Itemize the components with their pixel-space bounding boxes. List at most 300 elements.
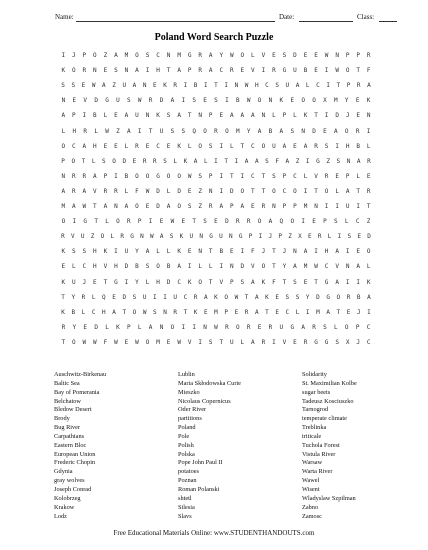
grid-letter: R (244, 308, 249, 316)
grid-letter: G (187, 52, 192, 59)
grid-letter: N (208, 187, 213, 195)
grid-letter: Q (279, 218, 284, 226)
grid-letter: N (335, 52, 339, 59)
grid-letter: E (187, 248, 192, 256)
grid-letter: E (132, 157, 137, 165)
word-list-item: triticale (302, 432, 322, 440)
grid-letter: U (285, 82, 290, 90)
grid-letter: B (124, 172, 129, 180)
grid-letter: O (272, 187, 276, 195)
grid-letter: G (209, 233, 213, 241)
grid-letter: P (224, 308, 228, 316)
grid-letter: B (71, 308, 76, 316)
grid-letter: K (183, 157, 188, 165)
grid-letter: L (124, 142, 129, 150)
grid-letter: S (198, 172, 202, 180)
grid-letter: O (156, 263, 160, 271)
grid-letter: W (335, 67, 339, 75)
grid-letter: A (367, 82, 371, 90)
grid-letter: I (181, 97, 186, 105)
word-list-item: Polish (178, 441, 194, 449)
grid-letter: J (356, 308, 361, 316)
grid-letter: S (285, 293, 290, 301)
grid-letter: T (81, 157, 86, 165)
grid-letter: A (170, 97, 175, 105)
grid-letter: D (293, 52, 297, 59)
student-info-header (0, 13, 428, 27)
grid-letter: J (261, 248, 266, 256)
grid-letter: T (272, 248, 276, 256)
grid-letter: T (192, 218, 196, 226)
grid-letter: S (265, 157, 269, 165)
word-list-item: Roman Polanski (178, 485, 220, 493)
grid-letter: W (214, 323, 218, 331)
grid-letter: R (366, 52, 371, 59)
grid-letter: Z (198, 187, 202, 195)
grid-letter: J (345, 112, 350, 120)
grid-letter: W (177, 338, 181, 346)
grid-letter: A (166, 203, 171, 210)
grid-letter: S (145, 52, 150, 59)
grid-letter: L (94, 127, 98, 135)
grid-letter: P (61, 157, 65, 165)
grid-row (58, 309, 374, 321)
grid-letter: P (355, 323, 360, 331)
grid-row (58, 52, 374, 64)
grid-letter: P (293, 203, 297, 210)
grid-letter: F (103, 338, 108, 346)
word-list-item: Silesia (178, 503, 195, 511)
grid-letter: E (214, 218, 218, 226)
grid-row (58, 263, 374, 275)
grid-letter: O (301, 97, 305, 105)
grid-letter: R (214, 127, 218, 135)
grid-letter: R (366, 187, 371, 195)
grid-row (58, 218, 374, 230)
grid-letter: R (303, 338, 308, 346)
grid-letter: V (335, 263, 339, 271)
grid-letter: S (82, 248, 87, 256)
grid-letter: A (159, 233, 164, 241)
grid-letter: Y (282, 263, 287, 271)
grid-letter: I (163, 293, 167, 301)
word-list-item: Tadeusz Kosciuszko (302, 397, 354, 405)
grid-letter: R (208, 203, 213, 210)
grid-letter: J (356, 338, 360, 346)
grid-letter: A (334, 127, 338, 135)
grid-letter: T (148, 127, 153, 135)
word-list-item: partitions (178, 415, 202, 423)
grid-letter: I (124, 278, 129, 286)
grid-letter: T (336, 308, 341, 316)
grid-letter: Y (219, 52, 224, 59)
grid-letter: S (169, 233, 174, 241)
grid-letter: K (177, 248, 181, 256)
grid-letter: M (156, 338, 160, 346)
grid-letter: P (323, 218, 327, 226)
grid-letter: C (91, 308, 96, 316)
grid-letter: A (82, 142, 87, 150)
grid-letter: D (94, 323, 98, 331)
grid-letter: Z (326, 157, 330, 165)
grid-letter: R (261, 338, 266, 346)
grid-row (58, 188, 374, 200)
grid-letter: A (240, 112, 245, 120)
grid-letter: I (345, 278, 350, 286)
word-list-item: Tuchola Forest (302, 441, 340, 449)
grid-letter: I (301, 218, 305, 226)
grid-letter: E (114, 112, 118, 120)
grid-letter: L (166, 187, 171, 195)
grid-letter: A (279, 127, 284, 135)
grid-letter: U (135, 112, 139, 120)
grid-letter: N (166, 52, 171, 59)
grid-letter: R (268, 323, 273, 331)
grid-letter: O (225, 127, 229, 135)
grid-letter: A (61, 187, 66, 195)
grid-letter: S (132, 293, 137, 301)
grid-letter: A (229, 112, 234, 120)
grid-letter: N (198, 112, 202, 120)
grid-letter: D (367, 233, 371, 241)
grid-letter: I (219, 142, 224, 150)
grid-letter: N (346, 157, 351, 165)
word-list-item: Brody (54, 415, 70, 423)
grid-letter: R (61, 233, 65, 241)
grid-letter: P (137, 218, 142, 226)
grid-letter: I (234, 157, 239, 165)
grid-letter: E (308, 233, 312, 241)
grid-letter: X (298, 233, 302, 241)
grid-letter: J (268, 233, 273, 241)
grid-letter: C (251, 142, 255, 150)
word-list-item: Krakow (54, 503, 75, 511)
grid-letter: D (122, 293, 127, 301)
grid-letter: A (71, 203, 76, 210)
word-list-item: Zamosc (302, 512, 322, 520)
grid-letter: B (268, 127, 273, 135)
word-list-item: Polska (178, 450, 195, 458)
grid-letter: A (124, 203, 129, 210)
grid-letter: B (356, 293, 361, 301)
grid-letter: T (166, 67, 171, 75)
grid-letter: N (203, 323, 207, 331)
grid-letter: E (61, 263, 66, 271)
word-list-item: Carpathians (54, 432, 85, 440)
grid-letter: T (261, 187, 266, 195)
grid-letter: A (135, 67, 139, 75)
grid-letter: T (122, 308, 127, 316)
grid-letter: T (336, 82, 341, 90)
grid-letter: T (183, 308, 188, 316)
grid-letter: E (103, 67, 108, 75)
grid-letter: L (71, 263, 76, 271)
grid-letter: O (345, 67, 350, 75)
grid-letter: W (82, 203, 87, 210)
grid-letter: N (93, 67, 97, 75)
grid-letter: J (282, 248, 287, 256)
grid-letter: S (192, 97, 196, 105)
word-list-item: Vistula River (302, 450, 336, 458)
grid-letter: M (177, 52, 181, 59)
grid-letter: O (61, 218, 66, 226)
word-list-item: Warta River (302, 468, 333, 476)
word-column-1 (54, 371, 164, 521)
grid-letter: Z (295, 157, 300, 165)
grid-letter: R (346, 293, 351, 301)
grid-letter: L (229, 142, 234, 150)
grid-letter: A (251, 278, 255, 286)
grid-letter: I (367, 308, 371, 316)
grid-letter: O (336, 293, 341, 301)
grid-letter: R (82, 172, 87, 180)
grid-letter: N (272, 203, 276, 210)
grid-letter: T (265, 308, 269, 316)
grid-letter: W (244, 82, 249, 90)
grid-letter: E (114, 142, 118, 150)
grid-letter: V (251, 263, 255, 271)
grid-letter: H (345, 142, 350, 150)
grid-letter: H (254, 82, 259, 90)
grid-letter: O (145, 172, 150, 180)
grid-letter: S (203, 218, 207, 226)
word-list-item: Belchatow (54, 397, 81, 405)
grid-letter: O (344, 323, 349, 331)
grid-letter: R (229, 67, 234, 75)
word-list-item: potatoes (178, 468, 199, 476)
grid-letter: N (268, 97, 273, 105)
grid-letter: A (356, 157, 361, 165)
grid-letter: F (366, 67, 371, 75)
grid-letter: E (251, 203, 255, 210)
grid-letter: E (72, 97, 77, 105)
grid-letter: N (124, 67, 129, 75)
grid-letter: K (163, 82, 167, 90)
grid-letter: T (61, 293, 65, 301)
grid-letter: I (337, 233, 342, 241)
grid-letter: R (367, 157, 371, 165)
grid-letter: A (326, 308, 330, 316)
grid-row (58, 324, 374, 336)
grid-letter: I (114, 248, 118, 256)
grid-letter: V (251, 67, 255, 75)
grid-letter: S (114, 67, 118, 75)
grid-letter: C (366, 338, 371, 346)
grid-letter: B (93, 112, 97, 120)
grid-letter: O (198, 142, 202, 150)
grid-letter: A (240, 203, 245, 210)
grid-letter: C (71, 142, 76, 150)
grid-letter: C (282, 187, 287, 195)
grid-letter: P (248, 233, 253, 241)
word-list-item: Tarnogrod (302, 406, 329, 414)
grid-letter: K (179, 233, 184, 241)
word-list-item: Poznan (178, 477, 197, 485)
grid-letter: D (156, 187, 160, 195)
grid-letter: S (187, 203, 192, 210)
grid-letter: A (177, 112, 181, 120)
grid-letter: O (177, 172, 181, 180)
grid-letter: E (93, 278, 97, 286)
grid-letter: S (170, 127, 175, 135)
grid-letter: S (240, 278, 245, 286)
grid-letter: R (198, 52, 202, 59)
grid-letter: A (254, 157, 259, 165)
grid-letter: E (314, 52, 318, 59)
grid-letter: N (234, 82, 239, 90)
grid-letter: D (312, 127, 316, 135)
grid-letter: V (93, 187, 97, 195)
grid-letter: O (261, 142, 266, 150)
grid-letter: N (229, 263, 234, 271)
grid-letter: N (366, 112, 371, 120)
grid-letter: T (219, 338, 224, 346)
grid-letter: S (295, 293, 300, 301)
grid-letter: N (61, 172, 66, 180)
grid-letter: E (112, 293, 116, 301)
word-list-item: Pole (178, 432, 190, 440)
grid-letter: W (114, 338, 118, 346)
grid-letter: O (132, 308, 137, 316)
grid-letter: E (275, 308, 279, 316)
grid-letter: R (356, 82, 361, 90)
grid-letter: A (177, 263, 181, 271)
grid-letter: O (93, 52, 97, 59)
grid-letter: K (61, 67, 66, 75)
grid-letter: F (135, 187, 139, 195)
grid-letter: E (240, 67, 245, 75)
word-list-item: Gdynia (54, 468, 73, 476)
grid-letter: E (303, 278, 308, 286)
grid-letter: L (334, 323, 338, 331)
grid-letter: F (251, 248, 255, 256)
grid-letter: H (72, 127, 77, 135)
grid-letter: G (83, 218, 88, 226)
grid-letter: L (208, 263, 213, 271)
grid-letter: F (272, 278, 276, 286)
grid-letter: I (324, 67, 329, 75)
grid-letter: Y (72, 323, 77, 331)
grid-letter: G (290, 323, 295, 331)
grid-letter: M (124, 52, 129, 59)
class-line (379, 21, 397, 22)
grid-letter: D (335, 112, 339, 120)
grid-letter: P (229, 203, 234, 210)
grid-letter: D (124, 263, 129, 271)
grid-letter: A (93, 172, 97, 180)
grid-letter: O (112, 157, 116, 165)
grid-letter: R (317, 233, 322, 241)
grid-letter: L (240, 338, 245, 346)
grid-letter: I (219, 263, 224, 271)
grid-letter: B (166, 263, 171, 271)
grid-letter: C (316, 82, 320, 90)
grid-letter: S (208, 142, 213, 150)
grid-letter: M (235, 127, 240, 135)
grid-letter: O (293, 187, 297, 195)
grid-letter: P (282, 203, 287, 210)
grid-letter: G (156, 172, 160, 180)
grid-letter: D (156, 203, 160, 210)
grid-letter: P (208, 172, 213, 180)
grid-letter: L (105, 323, 109, 331)
grid-letter: B (303, 67, 308, 75)
grid-letter: R (246, 323, 251, 331)
grid-letter: K (61, 308, 65, 316)
grid-letter: K (265, 293, 269, 301)
grid-letter: S (323, 323, 327, 331)
grid-letter: R (103, 187, 108, 195)
grid-letter: D (122, 157, 127, 165)
grid-letter: I (335, 142, 339, 150)
grid-letter: E (366, 172, 371, 180)
grid-letter: W (82, 338, 87, 346)
grid-letter: K (214, 293, 218, 301)
grid-letter: K (177, 142, 181, 150)
grid-letter: W (142, 308, 147, 316)
grid-letter: S (214, 97, 218, 105)
grid-letter: I (187, 263, 192, 271)
grid-letter: S (145, 263, 150, 271)
grid-letter: S (181, 127, 186, 135)
word-list-item: temperate climate (302, 415, 347, 423)
grid-row (58, 128, 374, 140)
grid-letter: U (293, 67, 297, 75)
grid-letter: R (153, 157, 157, 165)
grid-letter: O (177, 203, 181, 210)
grid-letter: L (251, 52, 255, 59)
grid-letter: L (91, 293, 96, 301)
grid-letter: A (251, 338, 255, 346)
grid-letter: A (335, 278, 339, 286)
grid-letter: P (103, 172, 108, 180)
grid-letter: W (324, 52, 329, 59)
grid-letter: L (105, 218, 109, 226)
grid-letter: M (61, 203, 66, 210)
grid-letter: T (94, 218, 98, 226)
grid-letter: H (93, 142, 97, 150)
grid-letter: I (261, 67, 266, 75)
grid-letter: A (203, 293, 208, 301)
grid-letter: S (208, 338, 213, 346)
grid-letter: A (303, 142, 308, 150)
grid-letter: O (135, 172, 139, 180)
grid-letter: S (282, 52, 287, 59)
word-list-item: Nicolaus Copernicus (178, 397, 231, 405)
word-list-item: Solidarity (302, 371, 327, 378)
grid-letter: U (279, 323, 284, 331)
grid-letter: I (326, 82, 330, 90)
grid-letter: L (305, 82, 310, 90)
grid-letter: O (61, 142, 66, 150)
grid-letter: D (240, 263, 245, 271)
grid-letter: N (114, 203, 118, 210)
grid-letter: B (356, 142, 360, 150)
grid-letter: L (166, 248, 171, 256)
grid-letter: L (124, 187, 129, 195)
grid-letter: E (103, 142, 108, 150)
word-list-item: Maria Skłodowska Curie (178, 379, 241, 387)
puzzle-title: Poland Word Search Puzzle (154, 32, 274, 43)
grid-letter: H (156, 67, 160, 75)
grid-letter: V (103, 263, 108, 271)
grid-letter: Y (344, 97, 349, 105)
grid-letter: U (122, 82, 127, 90)
grid-letter: I (356, 278, 360, 286)
word-list-item: Warsaw (302, 459, 323, 467)
grid-row (58, 279, 374, 291)
grid-letter: H (93, 248, 97, 256)
